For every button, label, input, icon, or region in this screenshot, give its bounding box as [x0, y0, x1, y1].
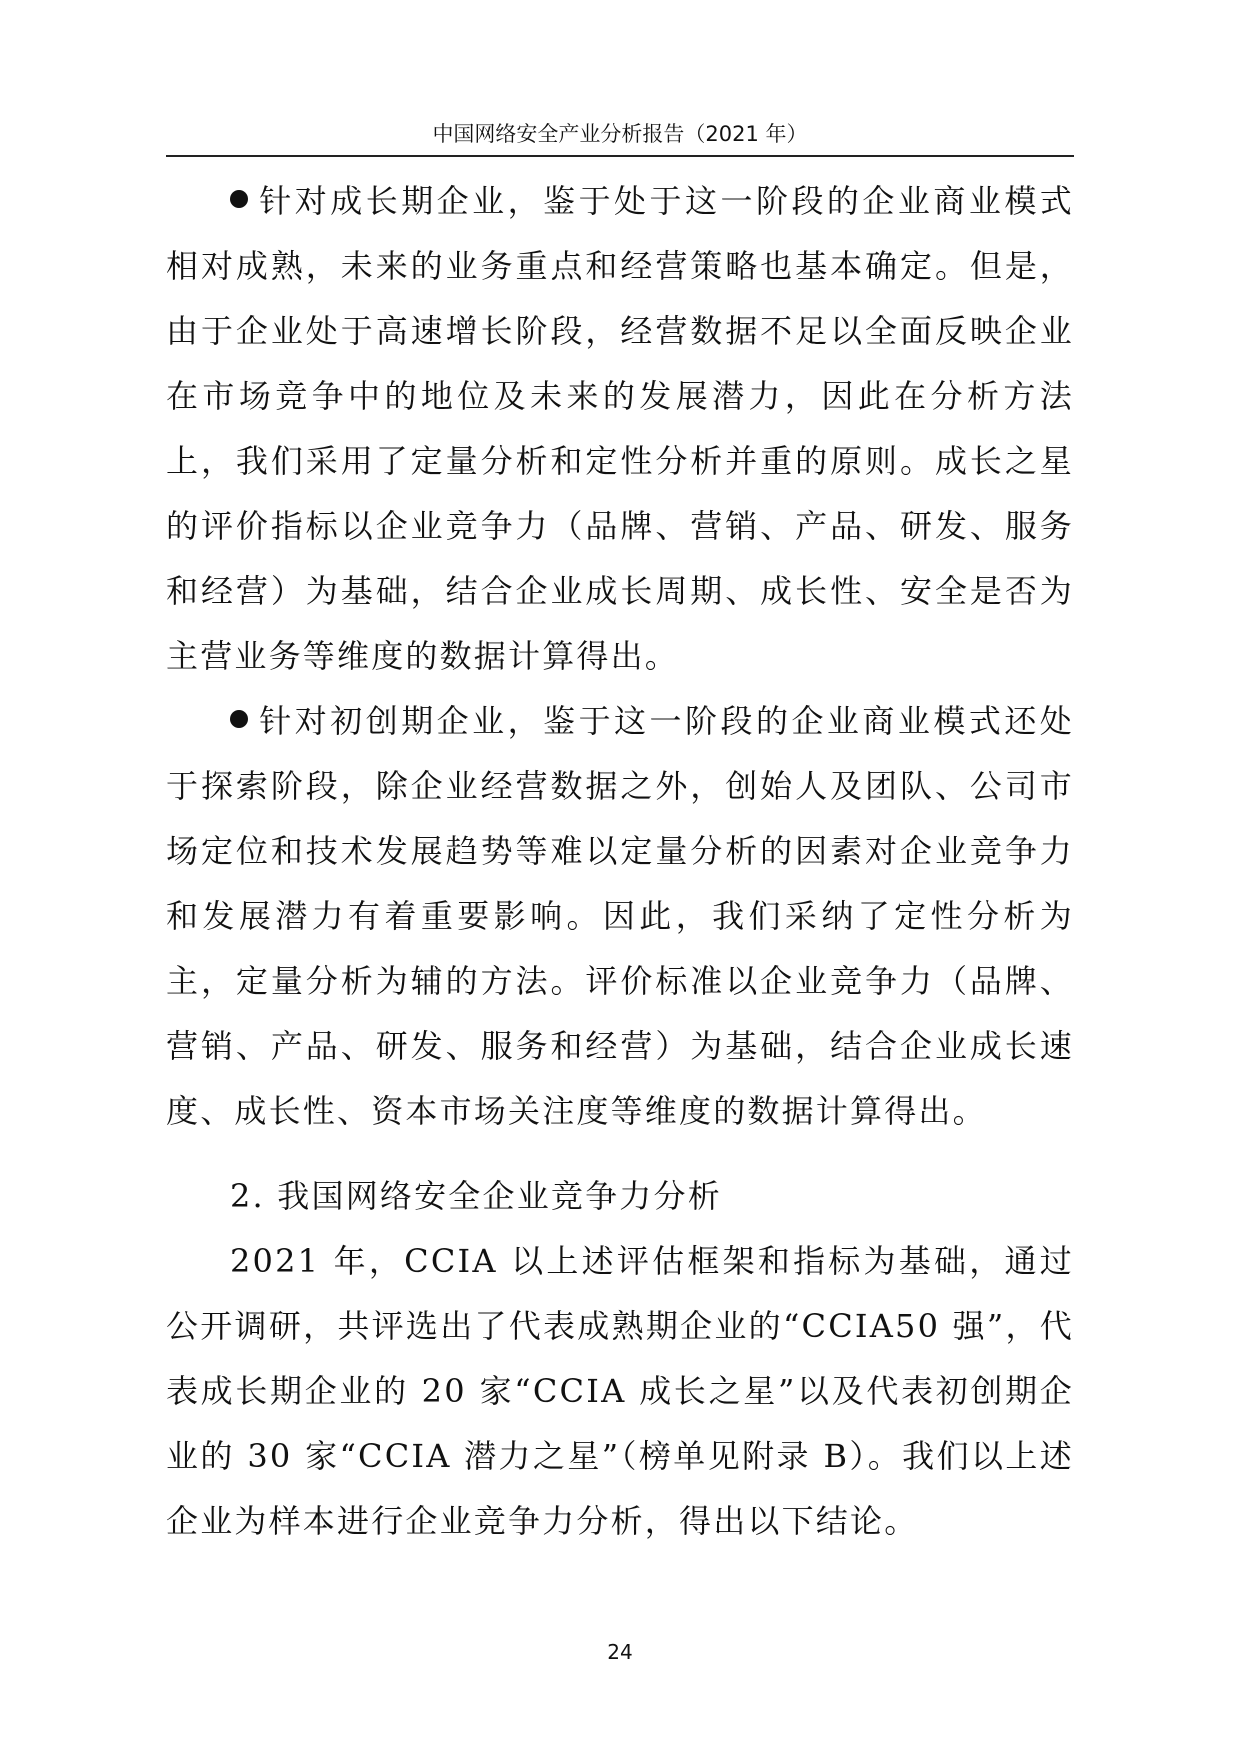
- section-heading: 2. 我国网络安全企业竞争力分析: [230, 1177, 722, 1215]
- growth-stage-text: 针对成长期企业，鉴于处于这一阶段的企业商业模式相对成熟，未来的业务重点和经营策略也基本确定。但是，由于企业处于高速增长阶段，经营数据不足以全面反映企业在市场竞争中的地位及未来的发展潜力，因此在分析方法上，我们采用了定量分析和定性分析并重的原则。成长之星的评价指标以企业竞争力（品牌、营销、产品、研发、服务和经营）为基础，结合企业成长周期、成长性、安全是否为主营业务等维度的数据计算得出。: [166, 182, 1074, 675]
- running-header: 中国网络安全产业分析报告（2021 年）: [432, 122, 808, 146]
- header-rule: [166, 155, 1074, 157]
- bullet-icon: [230, 169, 248, 234]
- bullet-paragraph-growth-stage: [166, 169, 1074, 689]
- conclusion-paragraph: 2021 年，CCIA 以上述评估框架和指标为基础，通过公开调研，共评选出了代表成熟期企业的“CCIA50 强”，代表成长期企业的 20 家“CCIA 成长之星”以及代表初创期企业的 30 家“CCIA 潜力之星”（榜单见附录 B）。我们以上述企业为样本进行企业竞争力分析，得出以下结论。: [166, 1242, 1074, 1540]
- bullet-paragraph-startup-stage: [166, 689, 1074, 1144]
- startup-stage-text: 针对初创期企业，鉴于这一阶段的企业商业模式还处于探索阶段，除企业经营数据之外，创始人及团队、公司市场定位和技术发展趋势等难以定量分析的因素对企业竞争力和发展潜力有着重要影响。因此，我们采纳了定性分析为主，定量分析为辅的方法。评价标准以企业竞争力（品牌、营销、产品、研发、服务和经营）为基础，结合企业成长速度、成长性、资本市场关注度等维度的数据计算得出。: [166, 702, 1074, 1130]
- page-body: [166, 169, 1074, 1554]
- page-number: 24: [607, 1640, 633, 1664]
- bullet-icon: [230, 689, 248, 754]
